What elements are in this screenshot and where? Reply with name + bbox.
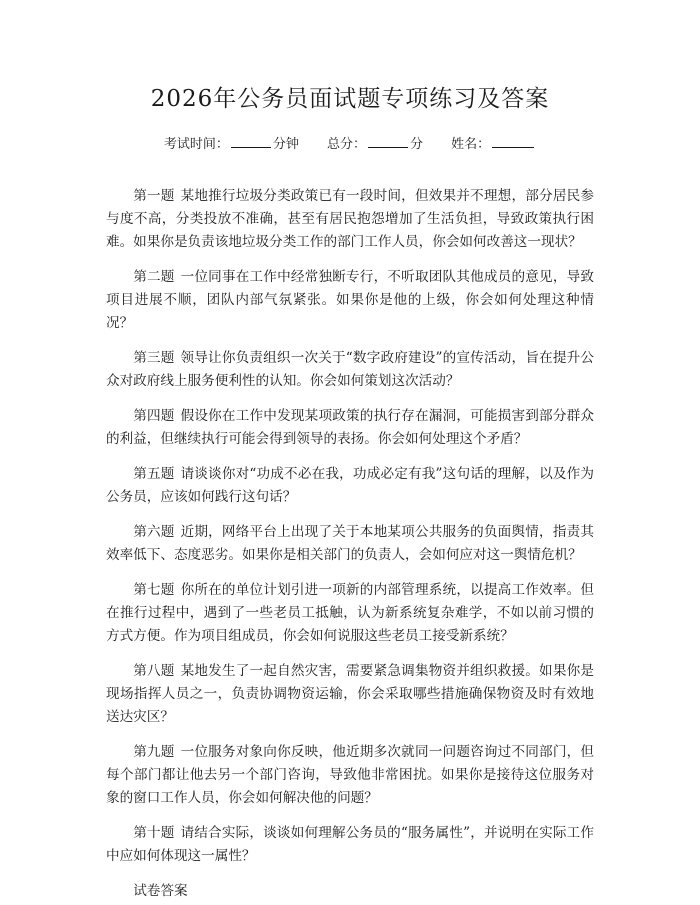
time-blank bbox=[231, 134, 271, 148]
question-item bbox=[106, 822, 594, 868]
question-text: 请谈谈你对“功成不必在我，功成必定有我”这句话的理解，以及作为公务员，应该如何践行这句话？ bbox=[106, 466, 595, 505]
page-title: 2026年公务员面试题专项练习及答案 bbox=[150, 86, 550, 112]
question-text: 领导让你负责组织一次关于“数字政府建设”的宣传活动，旨在提升公众对政府线上服务便利性的认知。你会如何策划这次活动？ bbox=[106, 350, 595, 389]
score-unit: 分 bbox=[410, 137, 424, 152]
question-number: 第一题 bbox=[133, 188, 175, 204]
question-text: 近期，网络平台上出现了关于本地某项公共服务的负面舆情，指责其效率低下、态度恶劣。如果你是相关部门的负责人，会如何应对这一舆情危机？ bbox=[106, 524, 595, 563]
question-number: 第四题 bbox=[133, 408, 175, 424]
question-number: 第三题 bbox=[133, 350, 175, 366]
question-item bbox=[106, 579, 594, 648]
question-text: 某地发生了一起自然灾害，需要紧急调集物资并组织救援。如果你是现场指挥人员之一，负责协调物资运输，你会采取哪些措施确保物资及时有效地送达灾区？ bbox=[106, 663, 595, 725]
question-list bbox=[106, 185, 594, 868]
question-text: 一位同事在工作中经常独断专行，不听取团队其他成员的意见，导致项目进展不顺，团队内部气氛紧张。如果你是他的上级，你会如何处理这种情况？ bbox=[106, 269, 595, 331]
question-text: 一位服务对象向你反映，他近期多次就同一问题咨询过不同部门，但每个部门都让他去另一个部门咨询，导致他非常困扰。如果你是接待这位服务对象的窗口工作人员，你会如何解决他的问题？ bbox=[106, 744, 595, 806]
question-item bbox=[106, 347, 594, 393]
name-label: 姓名： bbox=[451, 137, 491, 152]
question-item bbox=[106, 741, 594, 810]
question-text: 请结合实际，谈谈如何理解公务员的“服务属性”，并说明在实际工作中应如何体现这一属性？ bbox=[106, 825, 595, 864]
question-number: 第七题 bbox=[133, 582, 175, 598]
exam-meta bbox=[106, 134, 594, 155]
question-number: 第二题 bbox=[133, 269, 175, 285]
question-item bbox=[106, 463, 594, 509]
time-unit: 分钟 bbox=[272, 137, 299, 152]
question-number: 第五题 bbox=[133, 466, 175, 482]
question-number: 第八题 bbox=[133, 663, 175, 679]
name-blank bbox=[492, 134, 534, 148]
question-item bbox=[106, 660, 594, 729]
question-item bbox=[106, 521, 594, 567]
question-text: 假设你在工作中发现某项政策的执行存在漏洞，可能损害到部分群众的利益，但继续执行可能会得到领导的表扬。你会如何处理这个矛盾？ bbox=[106, 408, 595, 447]
question-text: 你所在的单位计划引进一项新的内部管理系统，以提高工作效率。但在推行过程中，遇到了一些老员工抵触，认为新系统复杂难学，不如以前习惯的方式方便。作为项目组成员，你会如何说服这些老员工接受新系统？ bbox=[106, 582, 595, 644]
answer-heading: 试卷答案 bbox=[133, 883, 188, 899]
score-label: 总分： bbox=[326, 137, 366, 152]
exam-score bbox=[327, 134, 423, 155]
question-number: 第十题 bbox=[133, 825, 175, 841]
question-number: 第六题 bbox=[133, 524, 175, 540]
time-label: 考试时间： bbox=[163, 137, 229, 152]
question-item bbox=[106, 266, 594, 335]
score-blank bbox=[368, 134, 408, 148]
question-number: 第九题 bbox=[133, 744, 175, 760]
question-item bbox=[106, 185, 594, 254]
question-text: 某地推行垃圾分类政策已有一段时间，但效果并不理想，部分居民参与度不高，分类投放不准确，甚至有居民抱怨增加了生活负担，导致政策执行困难。如果你是负责该地垃圾分类工作的部门工作人员，你会如何改善这一现状？ bbox=[106, 188, 595, 250]
question-item bbox=[106, 405, 594, 451]
exam-name bbox=[451, 134, 536, 155]
exam-time bbox=[164, 134, 299, 155]
